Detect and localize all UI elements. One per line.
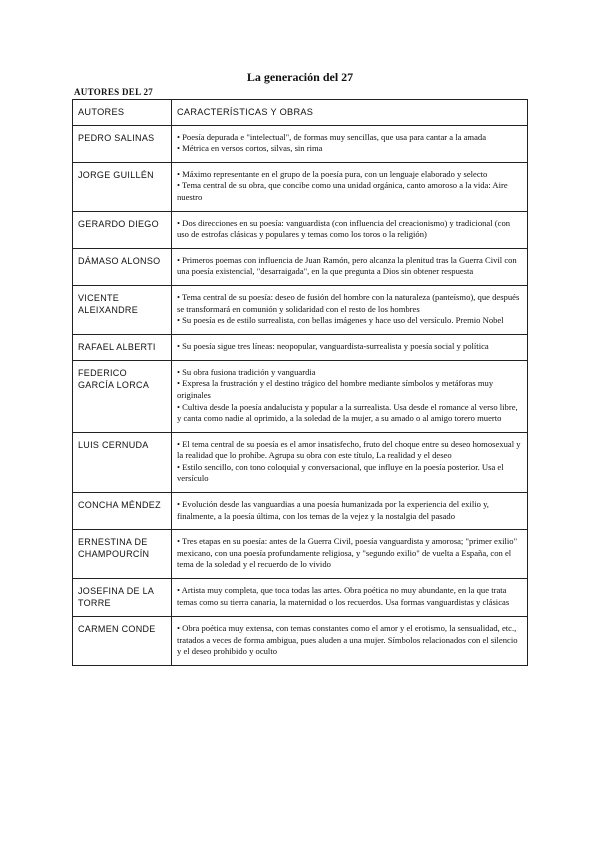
author-name: CARMEN CONDE [73, 617, 172, 666]
author-name: CONCHA MÉNDEZ [73, 493, 172, 530]
author-characteristics [172, 432, 528, 492]
author-name: JOSEFINA DE LA TORRE [73, 579, 172, 617]
author-name: VICENTE ALEIXANDRE [73, 285, 172, 334]
table-row [73, 162, 528, 211]
characteristic-bullet: • Artista muy completa, que toca todas las artes. Obra poética no muy abundante, en la que trata temas como su tierra canaria, la maternidad o los recuerdos. Usa formas vanguardistas y clásicas [177, 585, 510, 607]
characteristic-bullet: • Poesía depurada e "intelectual", de formas muy sencillas, que usa para cantar a la amada [177, 131, 487, 142]
characteristic-bullet: • Primeros poemas con influencia de Juan Ramón, pero alcanza la plenitud tras la Guerra Civil con una poesía existencial, "desarraigada", en la que pregunta a Dios sin obtener respuesta [177, 254, 517, 277]
author-characteristics [172, 493, 528, 530]
characteristic-bullet: • Estilo sencillo, con tono coloquial y conversacional, que influye en la poesía posterior. Usa el versículo [177, 461, 504, 484]
authors-table [72, 99, 528, 666]
characteristic-bullet: • Tema central de su poesía: deseo de fusión del hombre con la naturaleza (panteísmo), que después se transformará en comunión y solidaridad con el resto de los hombres [177, 291, 520, 314]
table-row [73, 579, 528, 617]
characteristic-bullet: • Métrica en versos cortos, silvas, sin rima [177, 143, 323, 154]
characteristic-bullet: • Máximo representante en el grupo de la poesía pura, con un lenguaje elaborado y selecto [177, 168, 488, 179]
author-name: GERARDO DIEGO [73, 211, 172, 248]
author-characteristics [172, 285, 528, 334]
author-characteristics [172, 530, 528, 579]
author-characteristics [172, 211, 528, 248]
characteristic-bullet: • Su poesía es de estilo surrealista, con bellas imágenes y hace uso del versículo. Premio Nobel [177, 315, 504, 326]
characteristic-bullet: • Tema central de su obra, que concibe como una unidad orgánica, canto amoroso a la vida: Aire nuestro [177, 180, 508, 202]
table-row [73, 334, 528, 360]
author-name: RAFAEL ALBERTI [73, 334, 172, 360]
characteristic-bullet: • Cultiva desde la poesía andalucista y popular a la surrealista. Usa desde el romance al verso libre, y canta como nadie al oprimido, a la soledad de la mujer, a su amado o al amigo torero muerto [177, 401, 518, 424]
table-row [73, 617, 528, 666]
characteristic-bullet: • El tema central de su poesía es el amor insatisfecho, fruto del choque entre su deseo homosexual y la realidad que lo prohíbe. Agrupa su obra con este título, La realidad y el deseo [177, 438, 521, 461]
author-name: DÁMASO ALONSO [73, 248, 172, 285]
table-row [73, 530, 528, 579]
column-header-authors: AUTORES [73, 100, 172, 126]
section-subtitle: AUTORES DEL 27 [74, 87, 154, 97]
author-characteristics [172, 162, 528, 211]
column-header-characteristics: CARACTERÍSTICAS Y OBRAS [172, 100, 528, 126]
characteristic-bullet: • Su obra fusiona tradición y vanguardia [177, 366, 316, 377]
author-characteristics [172, 360, 528, 432]
characteristic-bullet: • Tres etapas en su poesía: antes de la Guerra Civil, poesía vanguardista y amorosa; "primer exilio" mexicano, con una poesía profundamente religiosa, y "segundo exilio" de vuelta a España, con el tema de la soledad y el recuerdo de lo vivido [177, 536, 518, 570]
characteristic-bullet: • Obra poética muy extensa, con temas constantes como el amor y el erotismo, la sensualidad, etc., tratados a veces de forma ambigua, pues aluden a una mujer. Símbolos relacionados con el silencio y el deseo prohibido y oculto [177, 623, 518, 657]
author-name: JORGE GUILLÉN [73, 162, 172, 211]
table-row [73, 125, 528, 162]
author-name: ERNESTINA DE CHAMPOURCÍN [73, 530, 172, 579]
table-row [73, 493, 528, 530]
author-characteristics [172, 617, 528, 666]
author-characteristics [172, 248, 528, 285]
author-characteristics [172, 334, 528, 360]
table-row [73, 211, 528, 248]
table-header-row [73, 100, 528, 126]
characteristic-bullet: • Su poesía sigue tres líneas: neopopular, vanguardista-surrealista y poesía social y política [177, 340, 489, 351]
author-characteristics [172, 579, 528, 617]
characteristic-bullet: • Dos direcciones en su poesía: vanguardista (con influencia del creacionismo) y tradicional (con uso de estrofas clásicas y populares y temas como los toros o la religión) [177, 217, 511, 240]
author-name: PEDRO SALINAS [73, 125, 172, 162]
table-row [73, 285, 528, 334]
table-row [73, 360, 528, 432]
table-row [73, 432, 528, 492]
author-name: FEDERICO GARCÍA LORCA [73, 360, 172, 432]
characteristic-bullet: • Expresa la frustración y el destino trágico del hombre mediante símbolos y metáforas muy originales [177, 378, 494, 400]
table-row [73, 248, 528, 285]
table-body [73, 125, 528, 665]
author-name: LUIS CERNUDA [73, 432, 172, 492]
characteristic-bullet: • Evolución desde las vanguardias a una poesía humanizada por la experiencia del exilio y, finalmente, a la poesía última, con los temas de la vejez y la nostalgia del pasado [177, 499, 489, 521]
page-title: La generación del 27 [246, 70, 354, 84]
author-characteristics [172, 125, 528, 162]
